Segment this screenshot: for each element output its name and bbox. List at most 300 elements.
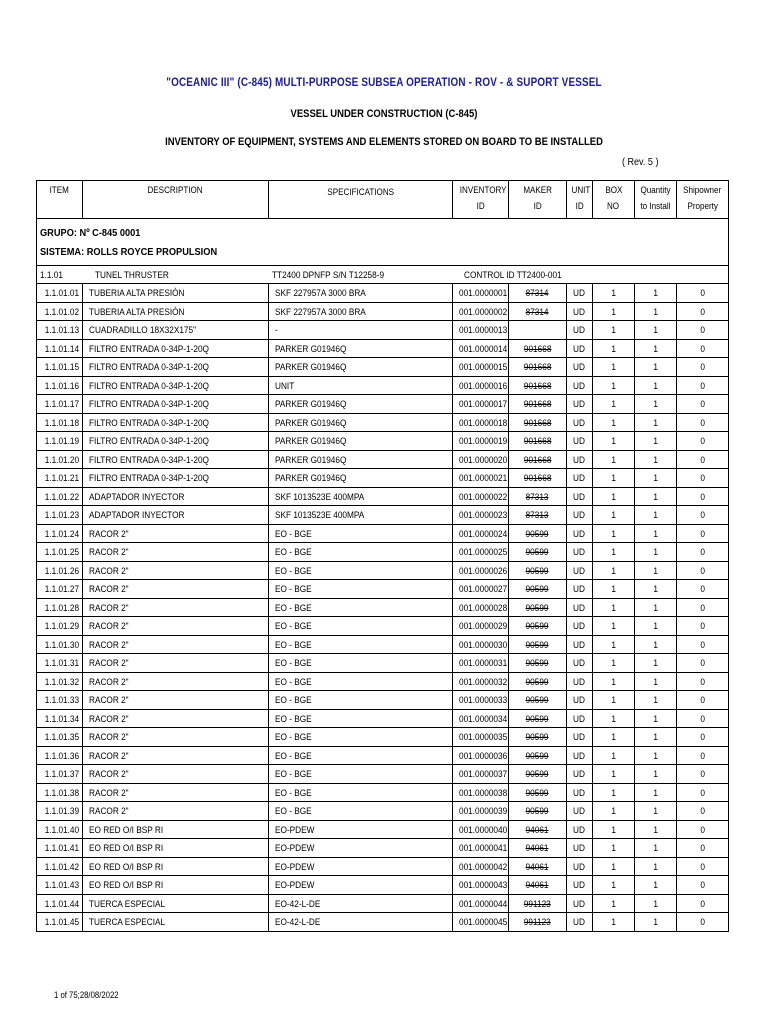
cell-item: 1.1.01.39 [44, 805, 80, 817]
cell-description: RACOR 2" [89, 786, 129, 798]
cell-quantity: 1 [653, 786, 658, 798]
table-row [37, 691, 729, 710]
cell-inventory-id: 001.0000035 [459, 731, 508, 743]
cell-box-no: 1 [611, 527, 616, 539]
cell-quantity: 1 [653, 731, 658, 743]
cell-shipowner-property: 0 [700, 601, 705, 613]
cell-maker-id: 90599 [526, 527, 549, 539]
cell-specification: EO-42-L-DE [275, 916, 321, 928]
cell-shipowner-property: 0 [700, 527, 705, 539]
cell-box-no: 1 [611, 564, 616, 576]
cell-specification: PARKER G01946Q [275, 453, 347, 465]
cell-quantity: 1 [653, 879, 658, 891]
cell-box-no: 1 [611, 675, 616, 687]
cell-unit-id: UD [573, 786, 585, 798]
cell-quantity: 1 [653, 657, 658, 669]
cell-shipowner-property: 0 [700, 694, 705, 706]
cell-unit-id: UD [573, 435, 585, 447]
cell-shipowner-property: 0 [700, 583, 705, 595]
cell-box-no: 1 [611, 916, 616, 928]
cell-description: RACOR 2" [89, 694, 129, 706]
cell-unit-id: UD [573, 620, 585, 632]
cell-inventory-id: 001.0000036 [459, 749, 508, 761]
cell-inventory-id: 001.0000044 [459, 897, 508, 909]
cell-shipowner-property: 0 [700, 379, 705, 391]
cell-quantity: 1 [653, 805, 658, 817]
cell-inventory-id: 001.0000002 [459, 305, 508, 317]
cell-quantity: 1 [653, 712, 658, 724]
cell-quantity: 1 [653, 342, 658, 354]
cell-inventory-id: 001.0000022 [459, 490, 508, 502]
cell-shipowner-property: 0 [700, 786, 705, 798]
cell-unit-id: UD [573, 694, 585, 706]
cell-shipowner-property: 0 [700, 546, 705, 558]
cell-unit-id: UD [573, 601, 585, 613]
cell-item: 1.1.01.38 [44, 786, 80, 798]
table-row [37, 709, 729, 728]
table-row [37, 580, 729, 599]
cell-description: TUERCA ESPECIAL [89, 916, 166, 928]
cell-box-no: 1 [611, 379, 616, 391]
cell-specification: EO-PDEW [275, 879, 315, 891]
cell-quantity: 1 [653, 749, 658, 761]
cell-shipowner-property: 0 [700, 638, 705, 650]
cell-inventory-id: 001.0000045 [459, 916, 508, 928]
header-specifications: SPECIFICATIONS [269, 181, 453, 219]
cell-specification: SKF 227957A 3000 BRA [275, 305, 366, 317]
cell-maker-id: 901668 [523, 361, 552, 373]
cell-box-no: 1 [611, 897, 616, 909]
cell-item: 1.1.01.20 [44, 453, 80, 465]
header-inventory-id: INVENTORY ID [453, 181, 509, 219]
document-subtitle: VESSEL UNDER CONSTRUCTION (C-845) [290, 108, 478, 120]
table-row [37, 561, 729, 580]
cell-maker-id: 90599 [526, 731, 549, 743]
table-row [37, 876, 729, 895]
system-row [37, 242, 729, 261]
cell-specification: EO - BGE [275, 731, 312, 743]
cell-shipowner-property: 0 [700, 860, 705, 872]
table-row [37, 802, 729, 821]
table-row [37, 358, 729, 377]
cell-specification: EO-PDEW [275, 860, 315, 872]
cell-quantity: 1 [653, 601, 658, 613]
cell-item: 1.1.01.25 [44, 546, 80, 558]
cell-box-no: 1 [611, 416, 616, 428]
table-row [37, 469, 729, 488]
cell-unit-id: UD [573, 361, 585, 373]
cell-quantity: 1 [653, 361, 658, 373]
cell-specification: PARKER G01946Q [275, 398, 347, 410]
table-row [37, 598, 729, 617]
cell-description: RACOR 2" [89, 564, 129, 576]
header-shipowner-property: Shipowner Property [677, 181, 729, 219]
table-row [37, 543, 729, 562]
cell-box-no: 1 [611, 620, 616, 632]
cell-specification: PARKER G01946Q [275, 416, 347, 428]
cell-shipowner-property: 0 [700, 398, 705, 410]
subheader-row [37, 266, 729, 284]
cell-specification: EO - BGE [275, 657, 312, 669]
cell-maker-id: 90599 [526, 675, 549, 687]
header-unit-id: UNIT ID [567, 181, 593, 219]
cell-quantity: 1 [653, 305, 658, 317]
cell-maker-id: 87314 [526, 287, 549, 299]
cell-specification: EO - BGE [275, 601, 312, 613]
cell-description: FILTRO ENTRADA 0-34P-1-20Q [89, 453, 209, 465]
table-row [37, 672, 729, 691]
table-row [37, 487, 729, 506]
cell-unit-id: UD [573, 749, 585, 761]
cell-unit-id: UD [573, 509, 585, 521]
table-row [37, 728, 729, 747]
cell-specification: SKF 227957A 3000 BRA [275, 287, 366, 299]
cell-shipowner-property: 0 [700, 823, 705, 835]
cell-quantity: 1 [653, 287, 658, 299]
cell-item: 1.1.01.14 [44, 342, 80, 354]
cell-quantity: 1 [653, 453, 658, 465]
cell-shipowner-property: 0 [700, 361, 705, 373]
header-maker-id: MAKER ID [509, 181, 567, 219]
cell-maker-id: 94061 [526, 860, 549, 872]
cell-maker-id: 94061 [526, 823, 549, 835]
cell-item: 1.1.01.33 [44, 694, 80, 706]
cell-box-no: 1 [611, 342, 616, 354]
cell-box-no: 1 [611, 749, 616, 761]
cell-inventory-id: 001.0000029 [459, 620, 508, 632]
cell-item: 1.1.01.34 [44, 712, 80, 724]
cell-inventory-id: 001.0000001 [459, 287, 508, 299]
cell-unit-id: UD [573, 842, 585, 854]
cell-box-no: 1 [611, 601, 616, 613]
table-row [37, 820, 729, 839]
cell-maker-id: 87313 [526, 509, 549, 521]
cell-inventory-id: 001.0000019 [459, 435, 508, 447]
cell-quantity: 1 [653, 564, 658, 576]
cell-specification: EO - BGE [275, 638, 312, 650]
cell-item: 1.1.01.37 [44, 768, 80, 780]
cell-item: 1.1.01.17 [44, 398, 80, 410]
cell-box-no: 1 [611, 435, 616, 447]
cell-item: 1.1.01.40 [44, 823, 80, 835]
cell-shipowner-property: 0 [700, 620, 705, 632]
cell-maker-id: 901668 [523, 379, 552, 391]
cell-description: EO RED O/I BSP RI [89, 879, 164, 891]
cell-unit-id: UD [573, 805, 585, 817]
cell-description: FILTRO ENTRADA 0-34P-1-20Q [89, 398, 209, 410]
cell-quantity: 1 [653, 675, 658, 687]
cell-inventory-id: 001.0000024 [459, 527, 508, 539]
cell-maker-id: 90599 [526, 805, 549, 817]
cell-maker-id: 90599 [526, 694, 549, 706]
cell-box-no: 1 [611, 805, 616, 817]
table-row [37, 635, 729, 654]
cell-description: RACOR 2" [89, 805, 129, 817]
cell-unit-id: UD [573, 897, 585, 909]
cell-quantity: 1 [653, 416, 658, 428]
cell-item: 1.1.01.45 [44, 916, 80, 928]
cell-item: 1.1.01.02 [44, 305, 80, 317]
cell-item: 1.1.01.42 [44, 860, 80, 872]
cell-quantity: 1 [653, 509, 658, 521]
cell-quantity: 1 [653, 860, 658, 872]
cell-item: 1.1.01.43 [44, 879, 80, 891]
cell-unit-id: UD [573, 416, 585, 428]
cell-unit-id: UD [573, 287, 585, 299]
cell-description: RACOR 2" [89, 675, 129, 687]
subheader-specifications: TT2400 DPNFP S/N T12258-9 [271, 269, 384, 280]
cell-quantity: 1 [653, 435, 658, 447]
cell-maker-id: 94061 [526, 879, 549, 891]
table-row [37, 617, 729, 636]
cell-shipowner-property: 0 [700, 731, 705, 743]
cell-shipowner-property: 0 [700, 564, 705, 576]
cell-maker-id: 991123 [524, 916, 551, 928]
cell-specification: - [275, 324, 278, 336]
subheader-control-id: CONTROL ID TT2400-001 [463, 269, 562, 280]
cell-unit-id: UD [573, 731, 585, 743]
cell-item: 1.1.01.22 [44, 490, 80, 502]
cell-maker-id: 901668 [523, 472, 552, 484]
cell-unit-id: UD [573, 583, 585, 595]
cell-box-no: 1 [611, 509, 616, 521]
system-label: SISTEMA: ROLLS ROYCE PROPULSION [40, 245, 218, 258]
cell-inventory-id: 001.0000023 [459, 509, 508, 521]
cell-maker-id: 901668 [523, 435, 552, 447]
header-box-no: BOX NO [593, 181, 635, 219]
cell-description: FILTRO ENTRADA 0-34P-1-20Q [89, 435, 209, 447]
cell-maker-id: 90599 [526, 786, 549, 798]
table-row [37, 413, 729, 432]
cell-quantity: 1 [653, 583, 658, 595]
cell-unit-id: UD [573, 638, 585, 650]
cell-maker-id: 901668 [523, 453, 552, 465]
cell-maker-id: 90599 [526, 638, 549, 650]
cell-specification: PARKER G01946Q [275, 361, 347, 373]
cell-unit-id: UD [573, 916, 585, 928]
cell-unit-id: UD [573, 860, 585, 872]
table-row [37, 302, 729, 321]
cell-description: RACOR 2" [89, 638, 129, 650]
table-row [37, 783, 729, 802]
cell-description: ADAPTADOR INYECTOR [89, 490, 185, 502]
cell-box-no: 1 [611, 305, 616, 317]
cell-description: CUADRADILLO 18X32X175" [89, 324, 197, 336]
cell-item: 1.1.01.35 [44, 731, 80, 743]
table-header-row [37, 181, 729, 219]
cell-box-no: 1 [611, 287, 616, 299]
cell-description: FILTRO ENTRADA 0-34P-1-20Q [89, 379, 209, 391]
table-row [37, 450, 729, 469]
cell-item: 1.1.01.28 [44, 601, 80, 613]
cell-maker-id: 901668 [523, 342, 552, 354]
cell-item: 1.1.01.27 [44, 583, 80, 595]
cell-shipowner-property: 0 [700, 509, 705, 521]
cell-box-no: 1 [611, 694, 616, 706]
cell-specification: PARKER G01946Q [275, 435, 347, 447]
cell-inventory-id: 001.0000028 [459, 601, 508, 613]
cell-description: RACOR 2" [89, 712, 129, 724]
cell-box-no: 1 [611, 583, 616, 595]
cell-shipowner-property: 0 [700, 749, 705, 761]
cell-unit-id: UD [573, 453, 585, 465]
cell-specification: EO - BGE [275, 712, 312, 724]
cell-box-no: 1 [611, 453, 616, 465]
cell-quantity: 1 [653, 490, 658, 502]
cell-box-no: 1 [611, 546, 616, 558]
cell-description: EO RED O/I BSP RI [89, 823, 164, 835]
cell-maker-id: 87314 [526, 305, 549, 317]
cell-inventory-id: 001.0000026 [459, 564, 508, 576]
cell-box-no: 1 [611, 842, 616, 854]
cell-quantity: 1 [653, 916, 658, 928]
cell-description: RACOR 2" [89, 583, 129, 595]
cell-shipowner-property: 0 [700, 712, 705, 724]
cell-inventory-id: 001.0000033 [459, 694, 508, 706]
cell-quantity: 1 [653, 527, 658, 539]
cell-shipowner-property: 0 [700, 805, 705, 817]
cell-shipowner-property: 0 [700, 287, 705, 299]
table-row [37, 913, 729, 932]
cell-description: FILTRO ENTRADA 0-34P-1-20Q [89, 342, 209, 354]
cell-description: FILTRO ENTRADA 0-34P-1-20Q [89, 472, 209, 484]
cell-item: 1.1.01.32 [44, 675, 80, 687]
cell-shipowner-property: 0 [700, 435, 705, 447]
cell-specification: EO - BGE [275, 786, 312, 798]
cell-description: EO RED O/I BSP RI [89, 842, 164, 854]
cell-description: RACOR 2" [89, 601, 129, 613]
cell-description: RACOR 2" [89, 546, 129, 558]
cell-unit-id: UD [573, 675, 585, 687]
cell-item: 1.1.01.31 [44, 657, 80, 669]
cell-item: 1.1.01.16 [44, 379, 80, 391]
cell-inventory-id: 001.0000027 [459, 583, 508, 595]
cell-box-no: 1 [611, 657, 616, 669]
cell-inventory-id: 001.0000020 [459, 453, 508, 465]
table-row [37, 506, 729, 525]
cell-unit-id: UD [573, 768, 585, 780]
cell-inventory-id: 001.0000031 [459, 657, 508, 669]
cell-specification: PARKER G01946Q [275, 472, 347, 484]
cell-description: RACOR 2" [89, 527, 129, 539]
cell-specification: EO - BGE [275, 620, 312, 632]
cell-specification: EO-PDEW [275, 823, 315, 835]
table-row [37, 432, 729, 451]
cell-inventory-id: 001.0000021 [459, 472, 508, 484]
group-label: GRUPO: Nº C-845 0001 [40, 226, 141, 239]
cell-box-no: 1 [611, 860, 616, 872]
table-row [37, 746, 729, 765]
table-row [37, 654, 729, 673]
cell-specification: EO - BGE [275, 805, 312, 817]
table-row [37, 321, 729, 340]
cell-description: TUBERIA ALTA PRESIÓN [89, 287, 185, 299]
cell-unit-id: UD [573, 527, 585, 539]
cell-quantity: 1 [653, 472, 658, 484]
cell-item: 1.1.01.44 [44, 897, 80, 909]
cell-quantity: 1 [653, 620, 658, 632]
inventory-table [36, 180, 729, 932]
cell-unit-id: UD [573, 472, 585, 484]
cell-inventory-id: 001.0000040 [459, 823, 508, 835]
cell-inventory-id: 001.0000032 [459, 675, 508, 687]
cell-shipowner-property: 0 [700, 842, 705, 854]
page-footer: 1 of 75;28/08/2022 [54, 990, 119, 1000]
cell-item: 1.1.01.30 [44, 638, 80, 650]
cell-specification: EO - BGE [275, 583, 312, 595]
cell-shipowner-property: 0 [700, 916, 705, 928]
cell-specification: EO - BGE [275, 675, 312, 687]
cell-specification: EO-PDEW [275, 842, 315, 854]
cell-item: 1.1.01.23 [44, 509, 80, 521]
cell-shipowner-property: 0 [700, 657, 705, 669]
inventory-title: INVENTORY OF EQUIPMENT, SYSTEMS AND ELEMENTS STORED ON BOARD TO BE INSTALLED [165, 136, 603, 148]
cell-maker-id: 90599 [526, 546, 549, 558]
cell-item: 1.1.01.13 [44, 324, 80, 336]
cell-box-no: 1 [611, 712, 616, 724]
cell-inventory-id: 001.0000025 [459, 546, 508, 558]
cell-inventory-id: 001.0000018 [459, 416, 508, 428]
cell-quantity: 1 [653, 379, 658, 391]
cell-description: FILTRO ENTRADA 0-34P-1-20Q [89, 416, 209, 428]
cell-box-no: 1 [611, 324, 616, 336]
cell-unit-id: UD [573, 879, 585, 891]
cell-inventory-id: 001.0000016 [459, 379, 508, 391]
cell-maker-id: 90599 [526, 601, 549, 613]
cell-unit-id: UD [573, 379, 585, 391]
table-row [37, 284, 729, 303]
cell-shipowner-property: 0 [700, 416, 705, 428]
cell-inventory-id: 001.0000037 [459, 768, 508, 780]
cell-box-no: 1 [611, 472, 616, 484]
cell-maker-id: 94061 [526, 842, 549, 854]
cell-specification: EO - BGE [275, 768, 312, 780]
cell-item: 1.1.01.19 [44, 435, 80, 447]
cell-shipowner-property: 0 [700, 324, 705, 336]
cell-description: RACOR 2" [89, 731, 129, 743]
cell-maker-id: 901668 [523, 398, 552, 410]
cell-box-no: 1 [611, 398, 616, 410]
cell-specification: UNIT [275, 379, 295, 391]
document-title: "OCEANIC III" (C-845) MULTI-PURPOSE SUBSEA OPERATION - ROV - & SUPORT VESSEL [166, 77, 602, 89]
cell-quantity: 1 [653, 768, 658, 780]
cell-unit-id: UD [573, 398, 585, 410]
cell-item: 1.1.01.29 [44, 620, 80, 632]
cell-shipowner-property: 0 [700, 490, 705, 502]
table-row [37, 839, 729, 858]
cell-description: EO RED O/I BSP RI [89, 860, 164, 872]
cell-item: 1.1.01.18 [44, 416, 80, 428]
cell-quantity: 1 [653, 638, 658, 650]
cell-maker-id: 90599 [526, 749, 549, 761]
cell-maker-id: 90599 [526, 657, 549, 669]
cell-maker-id: 90599 [526, 583, 549, 595]
cell-box-no: 1 [611, 490, 616, 502]
cell-specification: SKF 1013523E 400MPA [275, 490, 365, 502]
table-row [37, 395, 729, 414]
cell-inventory-id: 001.0000017 [459, 398, 508, 410]
table-row [37, 765, 729, 784]
cell-box-no: 1 [611, 768, 616, 780]
cell-inventory-id: 001.0000043 [459, 879, 508, 891]
cell-maker-id: 90599 [526, 564, 549, 576]
cell-description: TUBERIA ALTA PRESIÓN [89, 305, 185, 317]
cell-quantity: 1 [653, 324, 658, 336]
cell-box-no: 1 [611, 786, 616, 798]
cell-item: 1.1.01.21 [44, 472, 80, 484]
cell-maker-id: 901668 [523, 416, 552, 428]
cell-item: 1.1.01.36 [44, 749, 80, 761]
